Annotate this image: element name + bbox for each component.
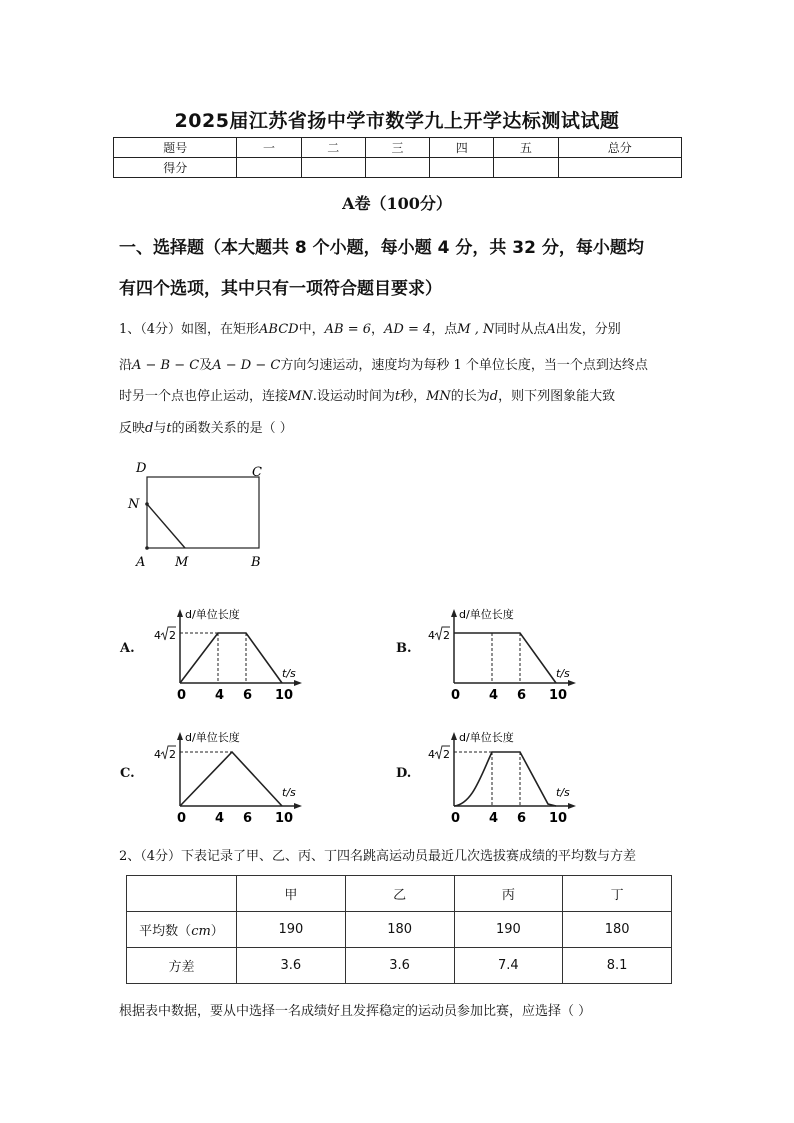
score-blank-cell <box>494 158 558 178</box>
y-axis-arrow <box>451 609 457 617</box>
table-header-cell <box>127 876 237 912</box>
y-max-rad: 2 <box>443 748 450 761</box>
table-header-cell: 乙 <box>345 876 454 912</box>
score-cell: 一 <box>237 138 301 158</box>
label-m: M <box>175 555 189 570</box>
graph-option-a <box>150 603 310 703</box>
tick-4: 4 <box>489 811 499 826</box>
q1-line2 <box>119 354 648 373</box>
x-axis-arrow <box>294 680 302 686</box>
tick-6: 6 <box>243 688 253 703</box>
q1-path2: A − D − C <box>212 358 281 373</box>
q1-text: 同时从点 <box>494 322 547 337</box>
label-a: A <box>136 555 146 570</box>
score-cell: 四 <box>430 138 494 158</box>
y-max-coef: 4 <box>154 629 161 642</box>
score-table-header-row <box>114 138 682 158</box>
page-title: 2025届江苏省扬中学市数学九上开学达标测试试题 <box>174 110 620 132</box>
q1-text: .设运动时间为 <box>312 389 395 404</box>
q1-ad: AD = 4 <box>384 322 432 337</box>
option-d-label: D. <box>396 766 412 781</box>
point-n-dot <box>145 502 149 506</box>
table-cell: 7.4 <box>454 948 563 984</box>
q1-path1: A − B − C <box>132 358 200 373</box>
y-axis-arrow <box>177 609 183 617</box>
tick-0: 0 <box>177 688 187 703</box>
q1-text: 方向匀速运动，速度均为每秒 1 个单位长度，当一个点到达终点 <box>280 358 648 373</box>
score-cell: 二 <box>301 138 365 158</box>
section1-heading-line2: 有四个选项，其中只有一项符合题目要求） <box>119 279 442 299</box>
q1-mn-points: M , N <box>457 322 495 337</box>
y-max-rad: 2 <box>169 629 176 642</box>
point-a-dot <box>145 546 149 550</box>
option-b-label: B. <box>396 641 412 656</box>
q1-line1 <box>119 318 621 337</box>
tick-4: 4 <box>489 688 499 703</box>
x-axis-label: t/s <box>556 667 570 680</box>
table-row <box>127 912 672 948</box>
row-label-text: ） <box>210 924 224 939</box>
q1-text: 沿 <box>119 358 133 373</box>
score-cell: 题号 <box>114 138 237 158</box>
rectangle-abcd <box>147 477 259 548</box>
score-blank-cell <box>430 158 494 178</box>
q1-text: ，点 <box>431 322 458 337</box>
table-row <box>127 876 672 912</box>
x-axis-label: t/s <box>556 786 570 799</box>
tick-0: 0 <box>451 688 461 703</box>
q1-text: 中， <box>298 322 325 337</box>
y-axis-label: d/单位长度 <box>185 731 240 744</box>
section-a-title: A卷（100分） <box>342 194 452 213</box>
row-label-mean <box>127 912 237 948</box>
table-cell: 8.1 <box>563 948 672 984</box>
y-axis-label: d/单位长度 <box>459 731 514 744</box>
y-max-rad: 2 <box>169 748 176 761</box>
q1-text: ， <box>371 322 385 337</box>
tick-0: 0 <box>177 811 187 826</box>
y-axis-arrow <box>177 732 183 740</box>
label-c: C <box>252 465 262 480</box>
table-cell: 180 <box>563 912 672 948</box>
q1-text: 及 <box>199 358 213 373</box>
q1-d-var: d <box>489 389 499 404</box>
tick-6: 6 <box>517 688 527 703</box>
score-blank-cell <box>558 158 681 178</box>
q1-text: 与 <box>153 421 167 436</box>
tick-4: 4 <box>215 688 225 703</box>
tick-10: 10 <box>275 811 294 826</box>
tick-4: 4 <box>215 811 225 826</box>
x-axis-label: t/s <box>282 667 296 680</box>
q1-text: ，则下列图象能大致 <box>498 389 616 404</box>
q1-text: 秒， <box>400 389 427 404</box>
score-blank-cell <box>365 158 429 178</box>
score-blank-cell <box>301 158 365 178</box>
tick-6: 6 <box>243 811 253 826</box>
q2-text: 2、（4分）下表记录了甲、乙、丙、丁四名跳高运动员最近几次选拔赛成绩的平均数与方差 <box>119 849 637 864</box>
q1-rect-name: ABCD <box>259 322 299 337</box>
table-cell: 190 <box>454 912 563 948</box>
y-max-coef: 4 <box>428 629 435 642</box>
score-cell: 三 <box>365 138 429 158</box>
q1-point-a: A <box>546 322 556 337</box>
option-a-label: A. <box>120 641 135 656</box>
y-max-rad: 2 <box>443 629 450 642</box>
score-cell: 五 <box>494 138 558 158</box>
q1-d-var: d <box>145 421 154 436</box>
function-curve <box>454 633 556 683</box>
score-table <box>113 137 682 178</box>
y-max-coef: 4 <box>154 748 161 761</box>
option-c-label: C. <box>120 766 135 781</box>
q1-text: 的长为 <box>450 389 490 404</box>
q1-text: 出发，分别 <box>555 322 621 337</box>
graph-option-b <box>424 603 584 703</box>
function-curve <box>454 752 556 806</box>
section1-heading-line1: 一、选择题（本大题共 8 个小题，每小题 4 分，共 32 分，每小题均 <box>119 238 644 258</box>
segment-mn <box>147 504 185 548</box>
tick-10: 10 <box>549 811 568 826</box>
y-axis-arrow <box>451 732 457 740</box>
q1-t-var: t <box>166 421 172 436</box>
graph-option-d <box>424 726 584 826</box>
score-cell: 总分 <box>558 138 681 158</box>
x-axis-arrow <box>568 803 576 809</box>
row-label-text: 平均数（ <box>139 924 192 939</box>
q1-mn-seg: MN <box>288 389 313 404</box>
table-header-cell: 丙 <box>454 876 563 912</box>
y-axis-label: d/单位长度 <box>459 608 514 621</box>
score-row-label: 得分 <box>114 158 237 178</box>
table-cell: 180 <box>345 912 454 948</box>
function-curve <box>180 633 282 683</box>
score-table-score-row <box>114 158 682 178</box>
q1-line4 <box>119 417 293 436</box>
q2-question: 根据表中数据，要从中选择一名成绩好且发挥稳定的运动员参加比赛，应选择（ ） <box>119 1004 592 1019</box>
function-curve <box>180 752 282 806</box>
label-d: D <box>136 461 147 476</box>
tick-10: 10 <box>275 688 294 703</box>
y-max-coef: 4 <box>428 748 435 761</box>
x-axis-arrow <box>568 680 576 686</box>
label-n: N <box>128 497 140 512</box>
q1-ab: AB = 6 <box>324 322 371 337</box>
row-label-unit: cm <box>191 924 211 939</box>
table-header-cell: 丁 <box>563 876 672 912</box>
tick-6: 6 <box>517 811 527 826</box>
x-axis-arrow <box>294 803 302 809</box>
q1-text: 1、（4分）如图，在矩形 <box>119 322 260 337</box>
x-axis-label: t/s <box>282 786 296 799</box>
table-row <box>127 948 672 984</box>
table-cell: 190 <box>237 912 346 948</box>
score-blank-cell <box>237 158 301 178</box>
tick-10: 10 <box>549 688 568 703</box>
q1-text: 反映 <box>119 421 146 436</box>
q1-text: 的函数关系的是（ ） <box>171 421 293 436</box>
q1-text: 时另一个点也停止运动，连接 <box>119 389 289 404</box>
table-header-cell: 甲 <box>237 876 346 912</box>
label-b: B <box>251 555 261 570</box>
q1-mn-seg: MN <box>426 389 451 404</box>
table-cell: 3.6 <box>237 948 346 984</box>
q2-data-table <box>126 875 672 984</box>
tick-0: 0 <box>451 811 461 826</box>
graph-option-c <box>150 726 310 826</box>
y-axis-label: d/单位长度 <box>185 608 240 621</box>
q1-t-var: t <box>394 389 401 404</box>
row-label-variance: 方差 <box>127 948 237 984</box>
table-cell: 3.6 <box>345 948 454 984</box>
rectangle-figure <box>125 455 275 575</box>
q1-line3 <box>119 385 615 404</box>
